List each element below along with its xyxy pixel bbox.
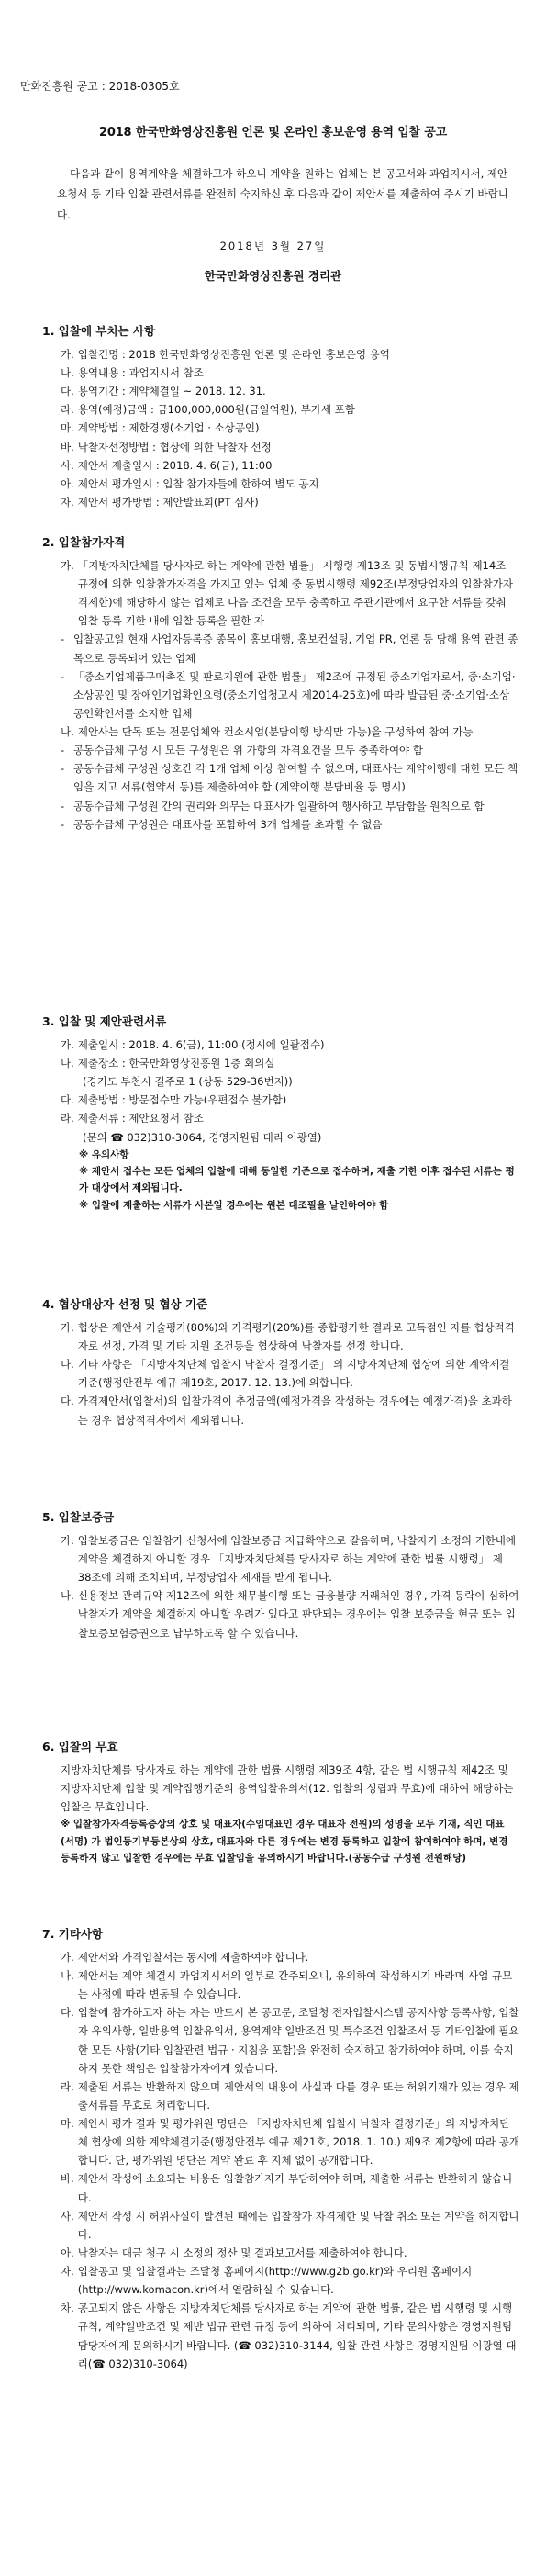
list-item: 마. 계약방법 : 제한경쟁(소기업 · 소상공인)	[61, 421, 260, 435]
section-negotiation	[42, 1294, 519, 1429]
list-item: (문의 ☎ 032)310-3064, 경영지원팀 대리 이광열)	[83, 1130, 322, 1144]
notice-note: ※ 유의사항	[79, 1148, 129, 1160]
list-item: 바. 제안서 작성에 소요되는 비용은 입찰참가자가 부담하여야 하며, 제출한 서류는 반환하지 않습니다.	[61, 2172, 513, 2204]
sub-item: - 공동수급체 구성원 간의 권리와 의무는 대표사가 일괄하여 행사하고 부담함을 원칙으로 함	[61, 799, 485, 812]
notice-date: 2018년 3월 27일	[219, 240, 327, 252]
list-item: 다. 용역기간 : 계약체결일 ~ 2018. 12. 31.	[61, 385, 266, 398]
list-item: 나. 용역내용 : 과업지시서 참조	[61, 366, 204, 379]
section-paragraph: 지방자치단체를 당사자로 하는 계약에 관한 법률 시행령 제39조 4항, 같은 법 시행규칙 제42조 및 지방자치단체 입찰 및 계약집행기준의 용역입찰유의서(12. 입찰의 성립과 무효)에 대하여 해당하는 입찰은 무효입니다.	[61, 1763, 514, 1814]
list-item: 차. 공고되지 않은 사항은 지방자치단체를 당사자로 하는 계약에 관한 법률, 같은 법 시행령 및 시행규칙, 계약일반조건 및 제반 법규 관련 규정 등에 의하여 처리되며, 기타 문의사항은 경영지원팀 담당자에게 문의하시기 바랍니다. (☎ 032)310-3144, 입찰 관련 사항은 경영지원팀 이광열 대리(☎ 032)310-3064)	[61, 2302, 517, 2370]
section-submission-docs	[42, 1012, 519, 1214]
sub-item: - 입찰공고일 현재 사업자등록증 종목이 홍보대행, 홍보컨설팅, 기업 PR, 언론 등 당해 용역 관련 종목으로 등록되어 있는 업체	[61, 633, 518, 665]
list-item: 나. 제안사는 단독 또는 전문업체와 컨소시엄(분담이행 방식만 가능)을 구성하여 참여 가능	[61, 725, 474, 738]
sub-item: - 공동수급체 구성 시 모든 구성원은 위 가항의 자격요건을 모두 충족하여야 함	[61, 744, 423, 757]
list-item: 나. 기타 사항은 「지방자치단체 입찰시 낙찰자 결정기준」 의 지방자치단체 협상에 의한 계약제결기준(행정안전부 예규 제19호, 2017. 12. 13.)에 의합니다.	[61, 1358, 510, 1390]
section-bid-items	[42, 321, 519, 511]
notice-note: ※ 입찰에 제출하는 서류가 사본일 경우에는 원본 대조필을 날인하여야 함	[79, 1199, 389, 1211]
list-item: 자. 제안서 평가방법 : 제안발표회(PT 심사)	[61, 495, 259, 509]
list-item: 가. 제출일시 : 2018. 4. 6(금), 11:00 (정시에 일괄접수)	[61, 1037, 325, 1051]
list-item: 바. 낙찰자선정방법 : 협상에 의한 낙찰자 선정	[61, 440, 272, 454]
list-item: 아. 제안서 평가일시 : 입찰 참가자들에 한하여 별도 공지	[61, 476, 319, 490]
notice-reference-number: 만화진흥원 공고 : 2018-0305호	[20, 80, 180, 93]
list-item: 가. 입찰건명 : 2018 한국만화영상진흥원 언론 및 온라인 홍보운영 용역	[61, 347, 390, 361]
section-invalid-bid	[42, 1737, 519, 1866]
section-title: 1. 입찰에 부치는 사항	[42, 324, 156, 338]
list-item: 나. 제출장소 : 한국만화영상진흥원 1층 회의실	[61, 1057, 275, 1070]
list-item: 사. 제안서 제출일시 : 2018. 4. 6(금), 11:00	[61, 458, 273, 472]
list-item: 아. 낙찰자는 대금 청구 시 소정의 정산 및 결과보고서를 제출하여야 합니다.	[61, 2246, 407, 2259]
section-title: 7. 기타사항	[42, 1927, 104, 1941]
section-title: 3. 입찰 및 제안관련서류	[42, 1014, 167, 1028]
list-item: 가. 협상은 제안서 기술평가(80%)와 가격평가(20%)를 종합평가한 결과로 고득점인 자를 협상적격자로 선정, 가격 및 기타 지원 조건등을 협상하여 낙찰자를 선정 합니다.	[61, 1320, 515, 1352]
section-title: 6. 입찰의 무효	[42, 1740, 118, 1753]
list-item: 자. 입찰공고 및 입찰결과는 조달청 홈페이지(http://www.g2b.go.kr)와 우리원 홈페이지(http://www.komacon.kr)에서 열람하실 수 있습니다.	[61, 2265, 473, 2297]
list-item: 가. 입찰보증금은 입찰참가 신청서에 입찰보증금 지급확약으로 갈음하며, 낙찰자가 소정의 기한내에 계약을 체결하지 아니할 경우 「지방자치단체를 당사자로 하는 계약에 관한 법률 시행령」 제 38조에 의해 조치되며, 부정당업자 제재를 받게 됩니다.	[61, 1533, 517, 1585]
notice-note: ※ 제안서 접수는 모든 업체의 입찰에 대해 동일한 기준으로 접수하며, 제출 기한 이후 접수된 서류는 평가 대상에서 제외됩니다.	[79, 1166, 515, 1194]
section-bid-bond	[42, 1507, 519, 1642]
list-item: 마. 제안서 평가 결과 및 평가위원 명단은 「지방자치단체 입찰시 낙찰자 결정기준」의 지방자치단체 협상에 의한 계약체결기준(행정안전부 예규 제21호, 2018. 1. 10.) 제9조 제2항에 따라 공개합니다. 단, 평가위원 명단은 계약 완료 후 지체 없이 공개합니다.	[61, 2117, 519, 2167]
list-item: (경기도 부천시 길주로 1 (상동 529-36번지))	[83, 1075, 293, 1089]
section-title: 5. 입찰보증금	[42, 1510, 115, 1524]
list-item: 나. 신용정보 관리규약 제12조에 의한 채무불이행 또는 금융불량 거래처인 경우, 가격 등락이 심하여 낙찰자가 계약을 체결하지 아니할 우려가 있다고 판단되는 경우에는 입찰 보증금을 현금 또는 입찰보증보험증권으로 납부하도록 할 수 있습니다.	[61, 1589, 519, 1640]
section-other-matters	[42, 1924, 519, 2373]
list-item: 나. 제안서는 계약 체결시 과업지시서의 일부로 간주되오니, 유의하여 작성하시기 바라며 사업 규모는 사정에 따라 변동될 수 있습니다.	[61, 1969, 513, 2001]
sub-item: - 공동수급체 구성원은 대표사를 포함하여 3개 업체를 초과할 수 없음	[61, 817, 383, 831]
list-item: 가. 제안서와 가격입찰서는 동시에 제출하여야 합니다.	[61, 1950, 309, 1964]
issuing-organization: 한국만화영상진흥원 경리관	[204, 269, 342, 283]
section-title: 4. 협상대상자 선정 및 협상 기준	[42, 1297, 208, 1311]
section-eligibility	[42, 532, 519, 834]
list-item: 다. 제출방법 : 방문접수만 가능(우편접수 불가함)	[61, 1093, 287, 1107]
list-item: 라. 제출된 서류는 반환하지 않으며 제안서의 내용이 사실과 다를 경우 또는 허위기재가 있는 경우 제출서류를 무효로 처리합니다.	[61, 2079, 519, 2111]
sub-item: - 「중소기업제품구매촉진 및 판로지원에 관한 법률」 제2조에 규정된 중소기업자로서, 중·소기업·소상공인 및 장애인기업확인요령(중소기업청고시 제2014-25호)에 따라 발급된 중·소기업·소상공인확인서를 소지한 업체	[61, 669, 516, 720]
sub-item: - 공동수급체 구성원 상호간 각 1개 업체 이상 참여할 수 없으며, 대표사는 계약이행에 대한 모든 책임을 지고 서류(협약서 등)를 제출하여야 함 (계약이행 분담비율 등 명시)	[61, 762, 518, 794]
list-item: 라. 제출서류 : 제안요청서 참조	[61, 1112, 204, 1126]
list-item: 다. 입찰에 참가하고자 하는 자는 반드시 본 공고문, 조달청 전자입찰시스템 공지사항 등록사항, 입찰자 유의사항, 일반용역 입찰유의서, 용역계약 일반조건 및 특수조건 입찰조서 등 기타입찰에 필요한 모든 사항(기타 입찰관련 법규 · 지침을 포함)을 완전히 숙지하고 참가하여야 하며, 이를 숙지하지 못한 책임은 입찰참가자에게 있습니다.	[61, 2006, 519, 2075]
list-item: 사. 제안서 작성 시 허위사실이 발견된 때에는 입찰참가 자격제한 및 낙찰 취소 또는 계약을 해지합니다.	[61, 2209, 519, 2241]
list-item: 가. 「지방자치단체를 당사자로 하는 계약에 관한 법률」 시행령 제13조 및 동법시행규칙 제14조 규정에 의한 입찰참가자격을 가지고 있는 업체 중 동법시행령 제92조(부정당업자의 입찰참가자격제한)에 해당하지 않는 업체로 다음 조건을 모두 충족하고 주관기관에서 요구한 서류를 갖춰 입찰 등록 기한 내에 입찰 등록을 필한 자	[61, 558, 513, 628]
list-item: 라. 용역(예정)금액 : 금100,000,000원(금일억원), 부가세 포함	[61, 403, 355, 417]
list-item: 다. 가격제안서(입찰서)의 입찰가격이 추정금액(예정가격을 작성하는 경우에는 예정가격)을 초과하는 경우 협상적격자에서 제외됩니다.	[61, 1394, 512, 1427]
section-title: 2. 입찰참가자격	[42, 535, 126, 549]
intro-paragraph: 다음과 같이 용역계약을 체결하고자 하오니 계약을 원하는 업체는 본 공고서와 과업지시서, 제안요청서 등 기타 입찰 관련서류를 완전히 숙지하신 후 다음과 같이 제안서를 제출하여 주시기 바랍니다.	[57, 167, 508, 221]
notice-title: 2018 한국만화영상진흥원 언론 및 온라인 홍보운영 용역 입찰 공고	[99, 126, 447, 140]
section-items	[42, 345, 519, 511]
notice-note: ※ 입찰참가자격등록증상의 상호 및 대표자(수임대표인 경우 대표자 전원)의 성명을 모두 기재, 직인 대표 (서명) 가 법인등기부등본상의 상호, 대표자와 다른 경우에는 변경 등록하고 입찰에 참여하여야 하며, 변경 등록하지 않고 입찰한 경우에는 무효 입찰임을 유의하시기 바랍니다.(공동수급 구성원 전원해당)	[61, 1819, 508, 1864]
